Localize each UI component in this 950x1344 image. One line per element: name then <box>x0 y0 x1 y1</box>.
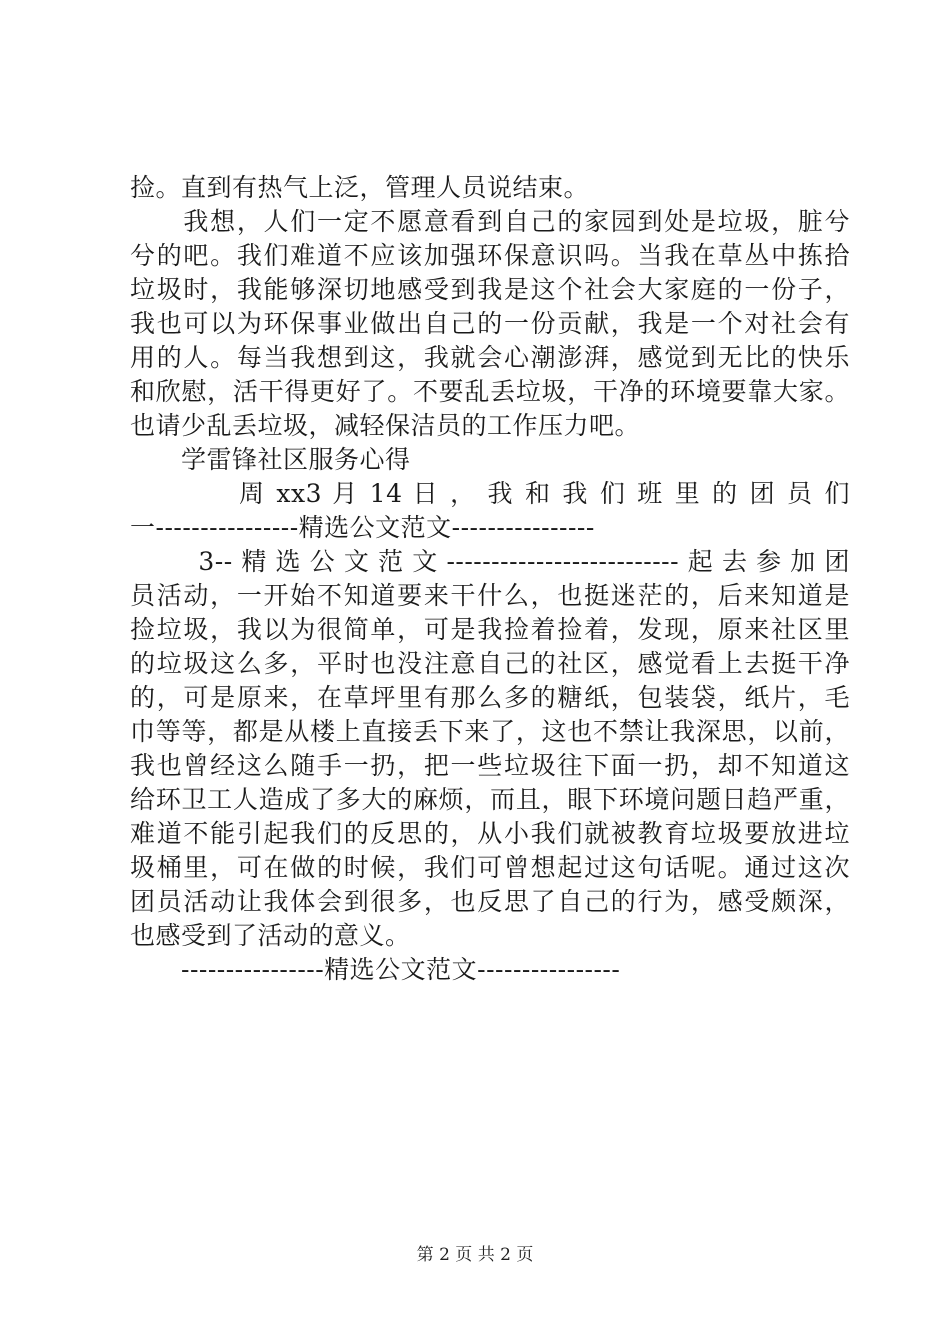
text-line: 垃圾时，我能够深切地感受到我是这个社会大家庭的一份子， <box>130 275 850 304</box>
text-line: 用的人。每当我想到这，我就会心潮澎湃，感觉到无比的快乐 <box>130 343 850 372</box>
section-heading: 学雷锋社区服务心得 <box>130 445 411 474</box>
text-line: 我也可以为环保事业做出自己的一份贡献，我是一个对社会有 <box>130 309 850 338</box>
text-line: 捡。直到有热气上泛，管理人员说结束。 <box>130 173 590 202</box>
text-line: 的垃圾这么多，平时也没注意自己的社区，感觉看上去挺干净 <box>130 649 850 678</box>
text-line: 团员活动让我体会到很多，也反思了自己的行为，感受颇深， <box>130 887 850 916</box>
text-line: 和欣慰，活干得更好了。不要乱丢垃圾，干净的环境要靠大家。 <box>130 377 850 406</box>
text-line: 周 xx3 月 14 日 ， 我 和 我 们 班 里 的 团 员 们 <box>130 479 850 508</box>
text-line: 给环卫工人造成了多大的麻烦，而且，眼下环境问题日趋严重， <box>130 785 850 814</box>
text-line: 兮的吧。我们难道不应该加强环保意识吗。当我在草丛中拣拾 <box>130 241 850 270</box>
text-line: 我也曾经这么随手一扔，把一些垃圾往下面一扔，却不知道这 <box>130 751 850 780</box>
text-line: 员活动，一开始不知道要来干什么，也挺迷茫的，后来知道是 <box>130 581 850 610</box>
text-line: 捡垃圾，我以为很简单，可是我捡着捡着，发现，原来社区里 <box>130 615 850 644</box>
text-line: 3--精选公文范文--------------------------起去参加团 <box>130 547 850 576</box>
text-line: 圾桶里，可在做的时候，我们可曾想起过这句话呢。通过这次 <box>130 853 850 882</box>
text-line: 巾等等，都是从楼上直接丢下来了，这也不禁让我深思，以前， <box>130 717 850 746</box>
text-line: 我想，人们一定不愿意看到自己的家园到处是垃圾，脏兮 <box>130 207 850 236</box>
text-line: 难道不能引起我们的反思的，从小我们就被教育垃圾要放进垃 <box>130 819 850 848</box>
separator-line: ----------------精选公文范文---------------- <box>130 955 621 984</box>
separator-line: 一----------------精选公文范文---------------- <box>130 513 595 542</box>
text-line: 也感受到了活动的意义。 <box>130 921 411 950</box>
page-number-footer: 第 2 页 共 2 页 <box>416 1245 534 1265</box>
text-line: 的，可是原来，在草坪里有那么多的糖纸，包装袋，纸片，毛 <box>130 683 850 712</box>
text-line: 也请少乱丢垃圾，减轻保洁员的工作压力吧。 <box>130 411 641 440</box>
